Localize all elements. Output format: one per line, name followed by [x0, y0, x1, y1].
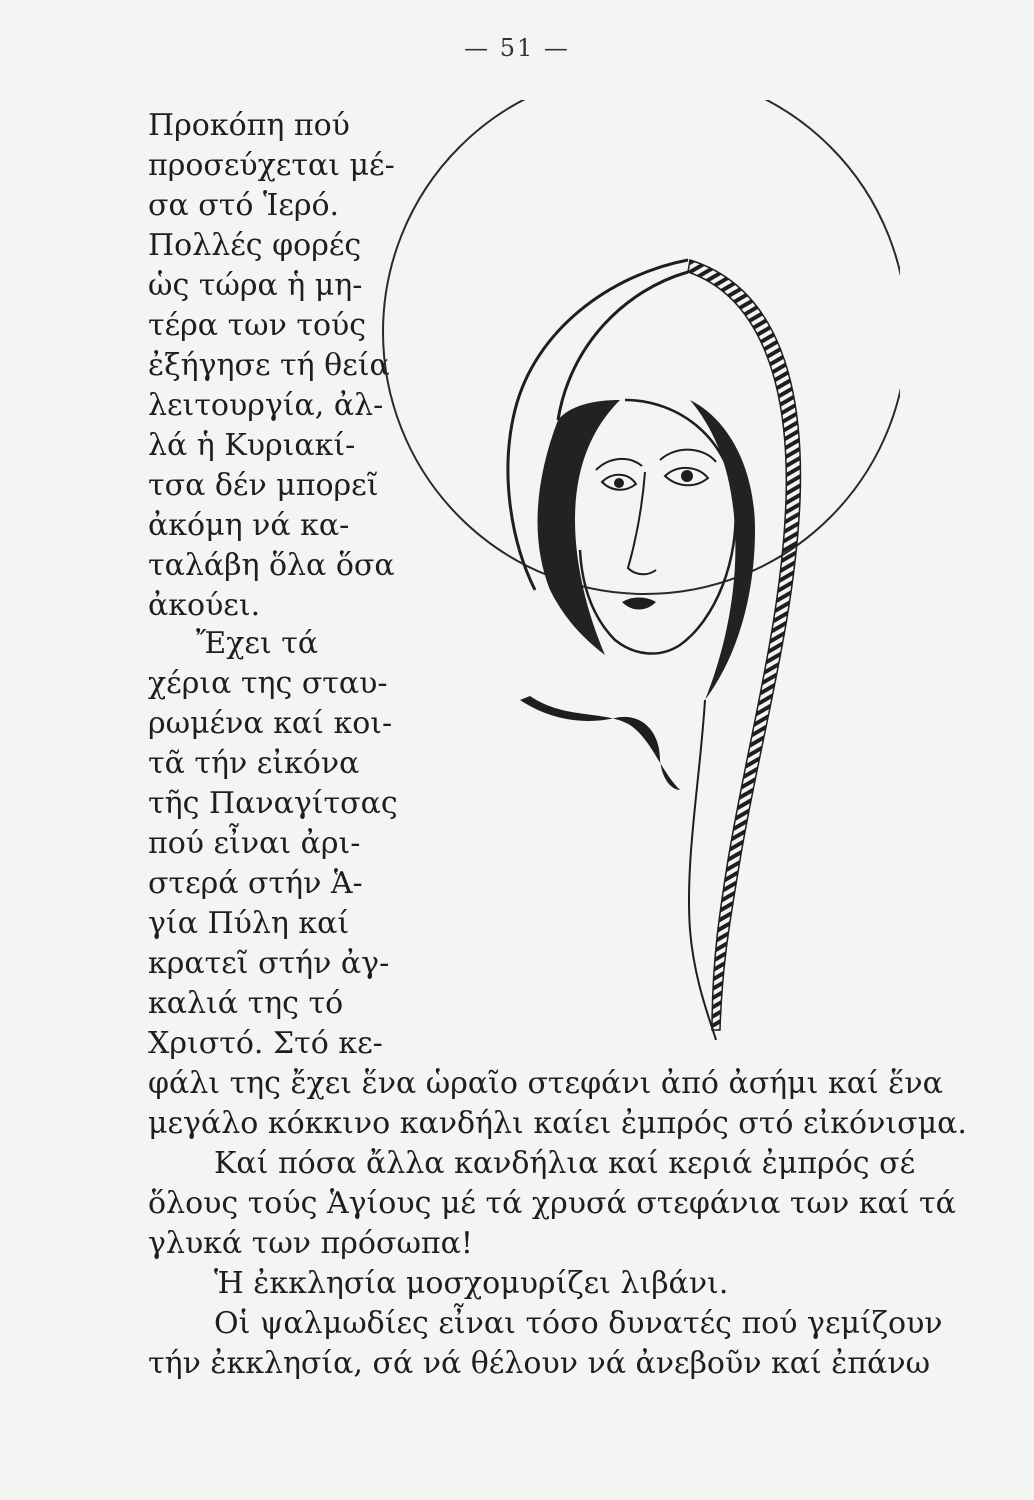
- text-line: [148, 1224, 900, 1264]
- text-line: [148, 1104, 967, 1144]
- text-line: ὡς τώρα ἡ μη-: [148, 268, 363, 303]
- text-line: προσεύχεται μέ-: [148, 148, 395, 183]
- text-line: ταλάβη ὅλα ὅσα: [148, 548, 395, 583]
- line-text: φάλι της ἔχει ἕνα ὡραῖο στεφάνι ἀπό ἀσήμι καί ἕνα: [148, 1066, 943, 1101]
- text-line: [148, 1344, 931, 1384]
- right-pupil: [681, 470, 693, 482]
- text-line: Προκόπη πού: [148, 108, 350, 143]
- veil-inner-fold: [538, 400, 620, 655]
- text-line: [148, 1064, 943, 1104]
- madonna-illustration: [360, 100, 900, 1060]
- text-line-indented: [214, 1304, 943, 1344]
- brows: [596, 450, 716, 470]
- veil-tail: [689, 700, 716, 1040]
- veil-hatched-band: [688, 260, 800, 1030]
- left-pupil: [614, 478, 624, 488]
- mouth: [622, 598, 656, 610]
- text-line-indented: [214, 1144, 916, 1184]
- line-text: γλυκά των πρόσωπα!: [148, 1226, 473, 1261]
- face-outline: [580, 400, 736, 654]
- line-text: τήν ἐκκλησία, σά νά θέλουν νά ἀνεβοῦν καί ἐπάνω: [148, 1346, 931, 1381]
- text-line: Χριστό. Στό κε-: [148, 1026, 383, 1061]
- text-line: λειτουργία, ἀλ-: [148, 388, 384, 423]
- text-line: [148, 1184, 956, 1224]
- line-text: ὅλους τούς Ἁγίους μέ τά χρυσά στεφάνια των καί τά: [148, 1186, 956, 1221]
- halo: [383, 100, 900, 594]
- text-line: στερά στήν Ἁ-: [148, 866, 363, 901]
- page-number: — 51 —: [464, 34, 570, 62]
- text-line: τᾶ τήν εἰκόνα: [148, 746, 360, 781]
- shoulder-drape: [520, 696, 680, 790]
- text-line: σα στό Ἱερό.: [148, 188, 340, 223]
- text-line: Πολλές φορές: [148, 228, 362, 263]
- text-line: ρωμένα καί κοι-: [148, 706, 393, 741]
- text-line: ἀκόμη νά κα-: [148, 508, 350, 543]
- text-line: χέρια της σταυ-: [148, 666, 388, 701]
- text-line-indented: Ἔχει τά: [196, 626, 319, 661]
- text-line: λά ἡ Κυριακί-: [148, 428, 356, 463]
- text-line: γία Πύλη καί: [148, 906, 350, 941]
- text-line-indented: [214, 1264, 900, 1304]
- text-line: τσα δέν μπορεῖ: [148, 468, 379, 503]
- line-text: Οἱ ψαλμωδίες εἶναι τόσο δυνατές πού γεμίζουν: [214, 1306, 943, 1341]
- text-line: κρατεῖ στήν ἀγ-: [148, 946, 390, 981]
- text-line: ἀκούει.: [148, 588, 261, 623]
- text-line: ἐξήγησε τή θεία: [148, 348, 390, 383]
- line-text: Καί πόσα ἄλλα κανδήλια καί κεριά ἐμπρός σέ: [214, 1146, 916, 1181]
- text-line: τῆς Παναγίτσας: [148, 786, 398, 821]
- line-text: μεγάλο κόκκινο κανδήλι καίει ἐμπρός στό εἰκόνισμα.: [148, 1106, 967, 1141]
- text-line: πού εἶναι ἀρι-: [148, 826, 361, 861]
- line-text: Ἡ ἐκκλησία μοσχομυρίζει λιβάνι.: [214, 1266, 729, 1301]
- text-line: τέρα των τούς: [148, 308, 367, 343]
- text-line: καλιά της τό: [148, 986, 344, 1021]
- veil-right-dark: [690, 400, 755, 700]
